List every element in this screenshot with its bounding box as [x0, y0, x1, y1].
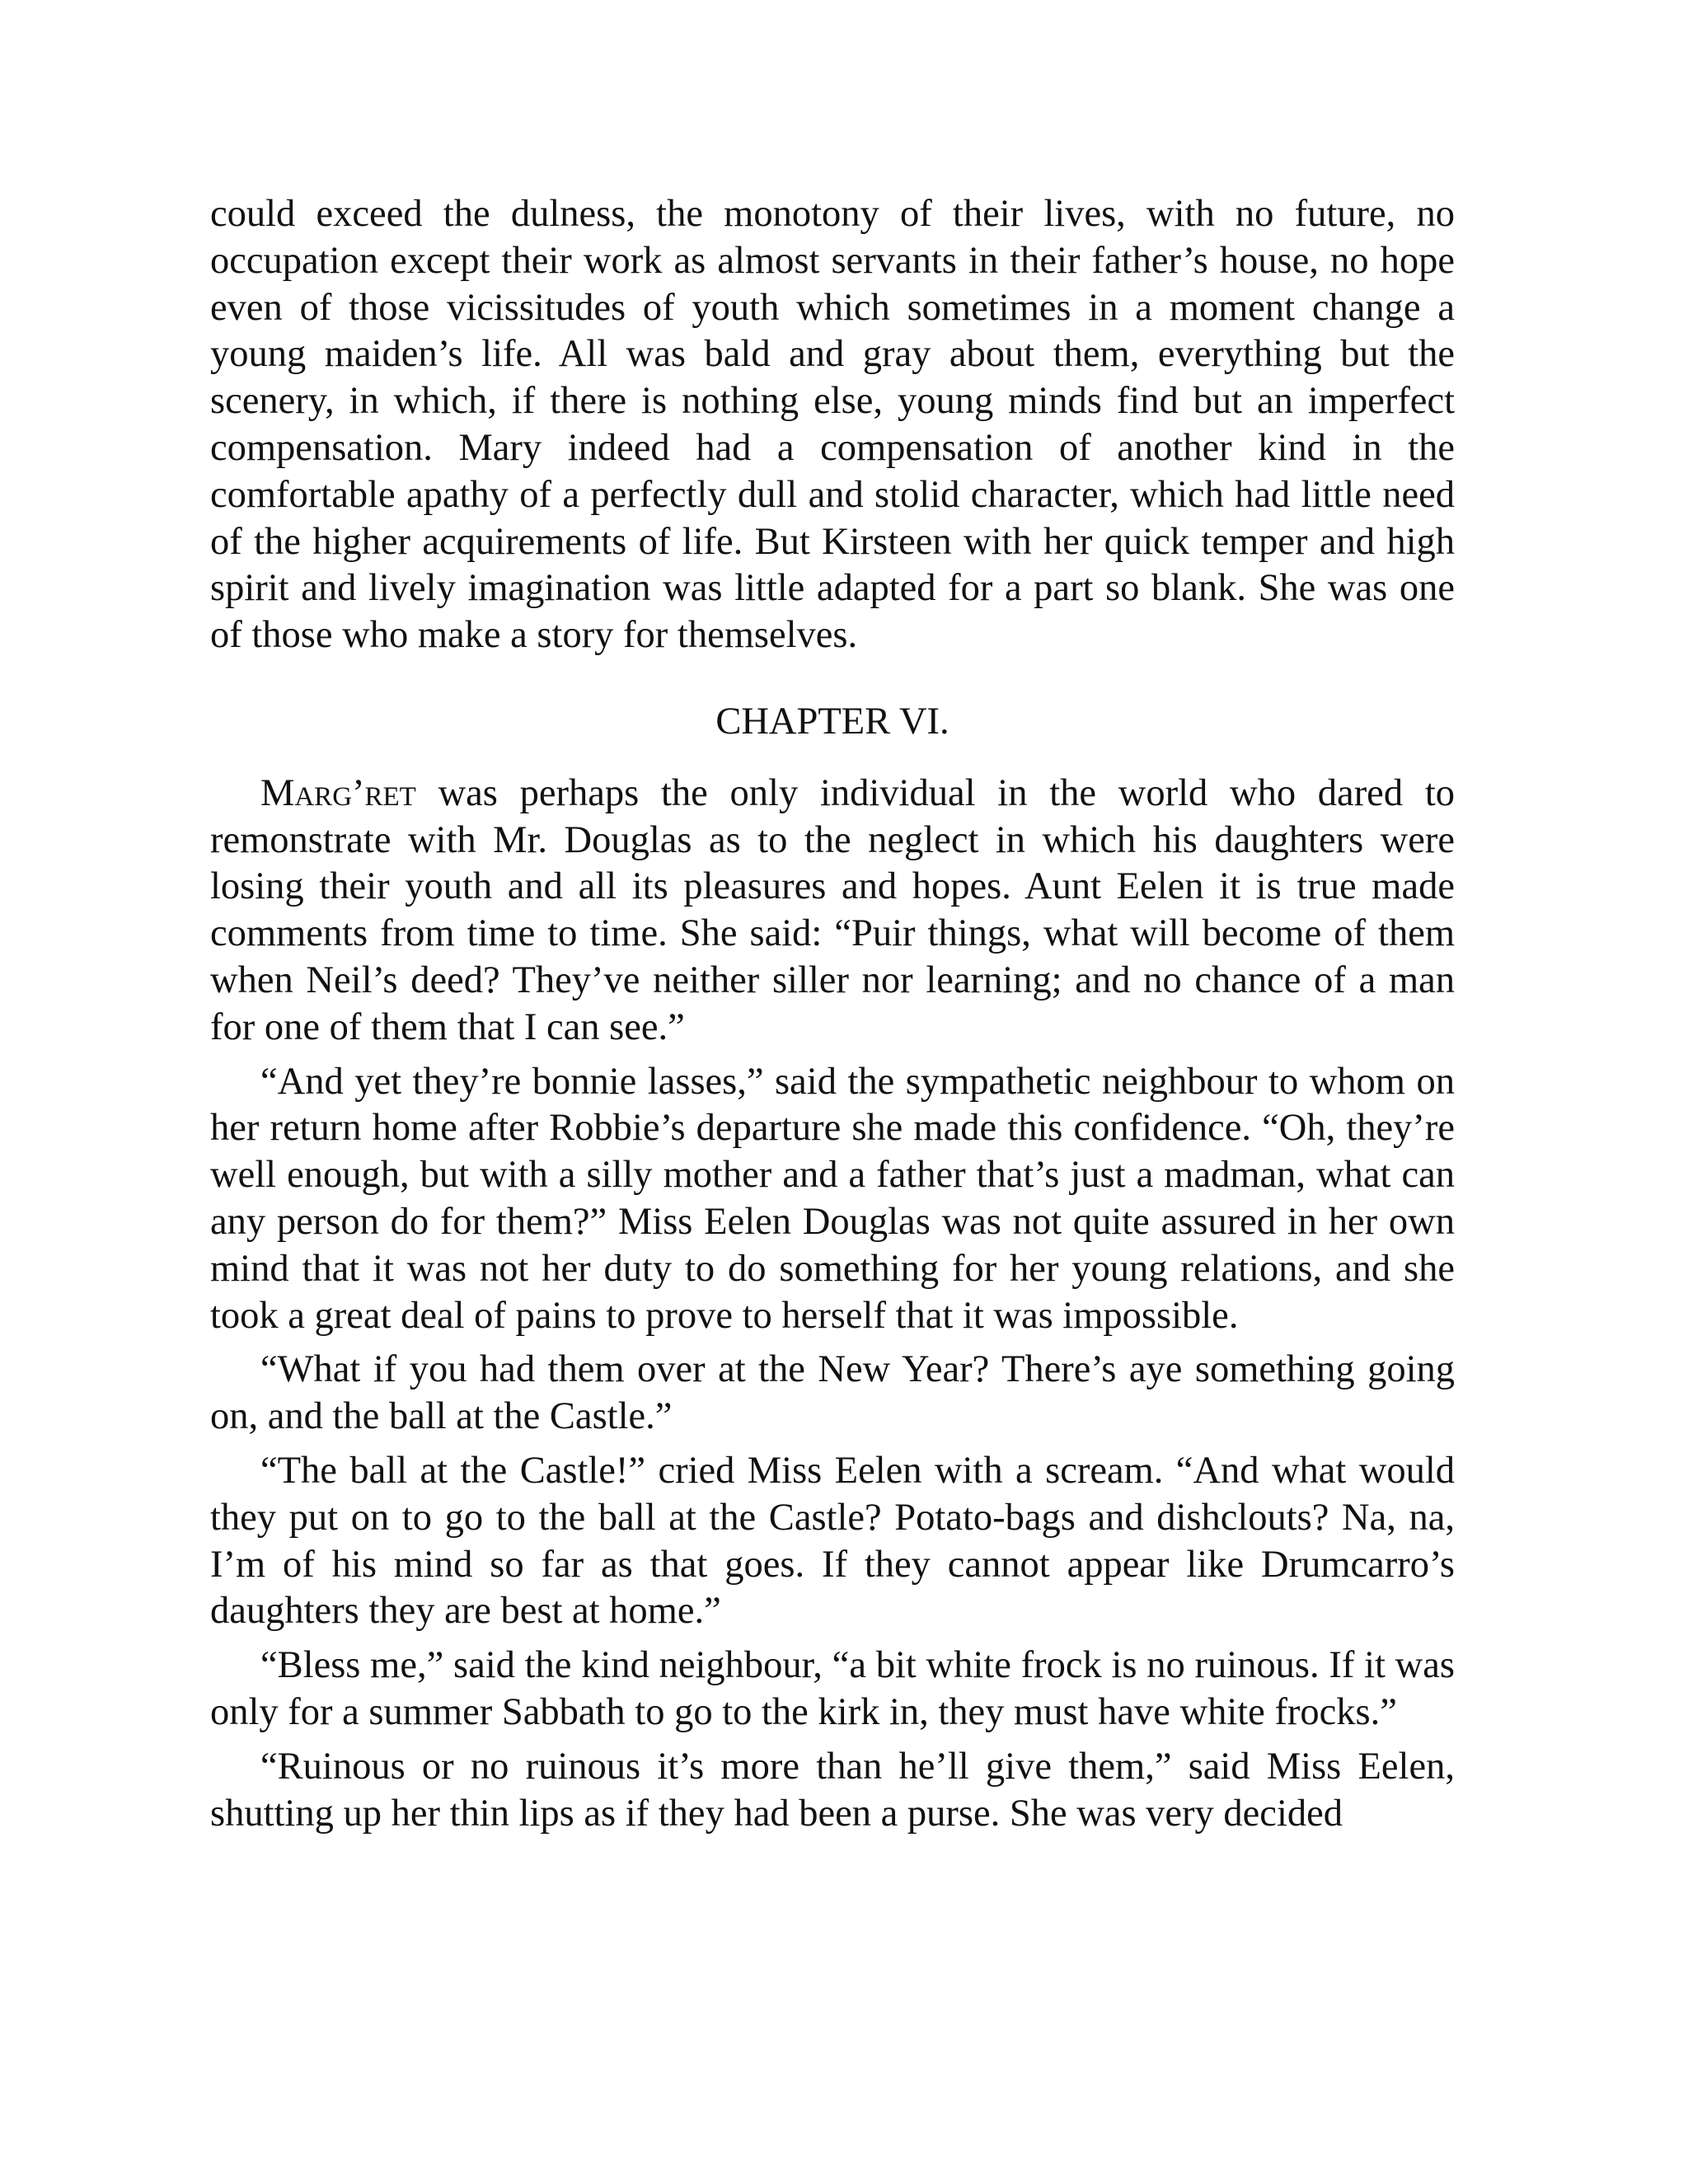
paragraph: “Bless me,” said the kind neighbour, “a bit white frock is no ruinous. If it was only for a summer Sabbath to go to the kirk in, they must have white frocks.” [210, 1644, 1455, 1733]
chapter-first-paragraph [210, 771, 1455, 1052]
chapter-lead-word: Marg’ret [260, 771, 416, 814]
paragraph-continued: could exceed the dulness, the monotony of their lives, with no future, no occupation except their work as almost servants in their father’s house, no hope even of those vicissitudes of youth which sometimes in a moment change a young maiden’s life. All was bald and gray about them, everything but the scenery, in which, if there is nothing else, young minds find but an imperfect compensation. Mary indeed had a compensation of another kind in the comfortable apathy of a perfectly dull and stolid character, which had little need of the higher acquirements of life. But Kirsteen with her quick temper and high spirit and lively imagination was little adapted for a part so blank. She was one of those who make a story for themselves. [210, 193, 1455, 657]
chapter-heading: CHAPTER VI. [715, 700, 950, 743]
chapter-first-paragraph-text: was perhaps the only individual in the world who dared to remonstrate with Mr. Douglas as to the neglect in which his daughters were losing their youth and all its pleasures and hopes. Aunt Eelen it is true made comments from time to time. She said: “Puir things, what will become of them when Neil’s deed? They’ve neither siller nor learning; and no chance of a man for one of them that I can see.” [210, 771, 1455, 1048]
paragraph: “What if you had them over at the New Year? There’s aye something going on, and the ball at the Castle.” [210, 1348, 1455, 1438]
book-page [210, 191, 1455, 1844]
paragraph: “The ball at the Castle!” cried Miss Eelen with a scream. “And what would they put on to go to the ball at the Castle? Potato-bags and dishclouts? Na, na, I’m of his mind so far as that goes. If they cannot appear like Drumcarro’s daughters they are best at home.” [210, 1449, 1455, 1633]
paragraph: “Ruinous or no ruinous it’s more than he’ll give them,” said Miss Eelen, shutting up her thin lips as if they had been a purse. She was very decided [210, 1745, 1455, 1835]
paragraph: “And yet they’re bonnie lasses,” said the sympathetic neighbour to whom on her return home after Robbie’s departure she made this confidence. “Oh, they’re well enough, but with a silly mother and a father that’s just a madman, what can any person do for them?” Miss Eelen Douglas was not quite assured in her own mind that it was not her duty to do something for her young relations, and she took a great deal of pains to prove to herself that it was impossible. [210, 1060, 1455, 1337]
